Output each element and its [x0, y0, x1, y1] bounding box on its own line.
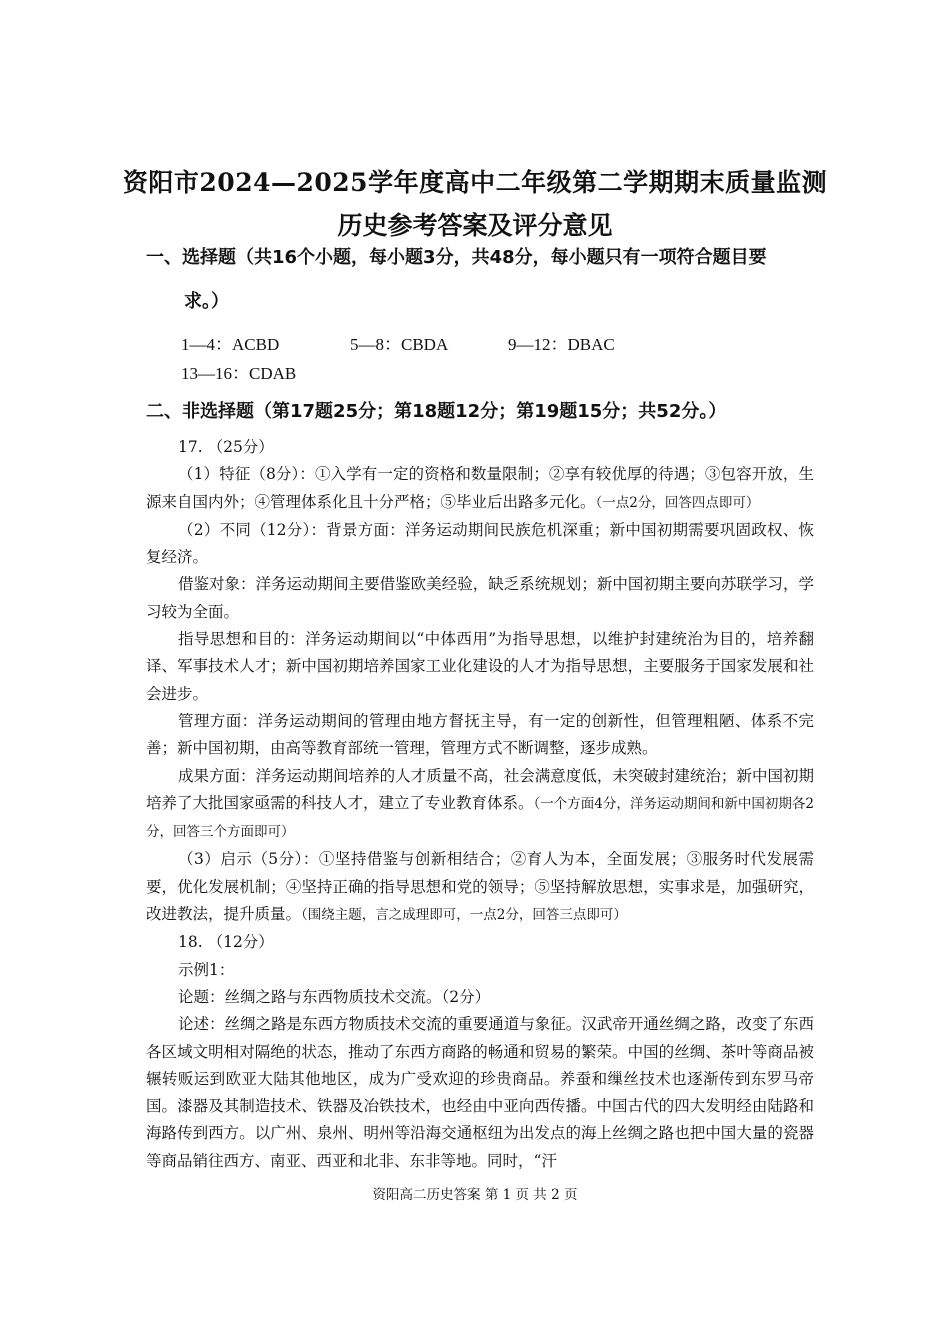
q17-part2-result-text: 成果方面：洋务运动期间培养的人才质量不高，社会满意度低，未突破封建统治；新中国初期培养了大批国家亟需的科技人才，建立了专业教育体系。	[146, 766, 814, 812]
answer-group-1: 1—4：ACBD	[181, 335, 280, 354]
q17-part1	[146, 461, 814, 517]
q17-part3-note: （围绕主题，言之成理即可，一点2分，回答三点即可）	[301, 907, 627, 924]
q17-part2: （2）不同（12分）：背景方面：洋务运动期间民族危机深重；新中国初期需要巩固政权、恢复经济。	[146, 520, 814, 567]
document-subtitle: 历史参考答案及评分意见	[337, 211, 613, 240]
q18-topic: 论题：丝绸之路与东西物质技术交流。（2分）	[178, 987, 491, 1006]
answer-body	[146, 434, 814, 1175]
q18-header: 18. （12分）	[178, 933, 274, 952]
q17-part2-guide: 指导思想和目的：洋务运动期间以“中体西用”为指导思想，以维护封建统治为目的，培养翻译、军事技术人才；新中国初期培养国家工业化建设的人才为指导思想，主要服务于国家发展和社会进步。	[146, 630, 814, 703]
answer-group-2: 5—8：CBDA	[350, 335, 449, 354]
q18-example: 示例1：	[178, 960, 235, 979]
section1-heading-cont: 求。）	[184, 291, 229, 312]
q17-part3	[146, 846, 814, 929]
q17-part3-text: （3）启示（5分）：①坚持借鉴与创新相结合；②育人为本，全面发展；③服务时代发展需要，优化发展机制；④坚持正确的指导思想和党的领导；⑤坚持解放思想，实事求是，加强研究，改进教法，提升质量。	[146, 850, 814, 924]
page-footer: 资阳高二历史答案 第 1 页 共 2 页	[372, 1187, 578, 1203]
section2-heading: 二、非选择题（第17题25分；第18题12分；第19题15分；共52分。）	[146, 401, 727, 422]
section1-heading: 一、选择题（共16个小题，每小题3分，共48分，每小题只有一项符合题目要	[146, 247, 767, 268]
q18-argument: 论述：丝绸之路是东西方物质技术交流的重要通道与象征。汉武帝开通丝绸之路，改变了东西各区域文明相对隔绝的状态，推动了东西方商路的畅通和贸易的繁荣。中国的丝绸、茶叶等商品被辗转贩运到欧亚大陆其他地区，成为广受欢迎的珍贵商品。养蚕和缫丝技术也逐渐传到东罗马帝国。漆器及其制造技术、铁器及冶铁技术，也经由中亚向西传播。中国古代的四大发明经由陆路和海路传到西方。以广州、泉州、明州等沿海交通枢纽为出发点的海上丝绸之路也把中国大量的瓷器等商品销往西方、南亚、西亚和北非、东非等地。同时，“汗	[146, 1015, 814, 1170]
q17-header: 17. （25分）	[178, 438, 274, 456]
q17-part2-note: （一个方面4分，洋务运动期间和新中国初期各2分，回答三个方面即可）	[146, 795, 814, 841]
q17-part2-result	[146, 763, 814, 847]
answer-group-3: 9—12：DBAC	[508, 335, 615, 354]
q17-part2-manage: 管理方面：洋务运动期间的管理由地方督抚主导，有一定的创新性，但管理粗陋、体系不完善；新中国初期，由高等教育部统一管理，管理方式不断调整，逐步成熟。	[146, 711, 814, 758]
answer-group-4: 13—16：CDAB	[181, 364, 297, 383]
q17-part2-ref: 借鉴对象：洋务运动期间主要借鉴欧美经验，缺乏系统规划；新中国初期主要向苏联学习，学习较为全面。	[146, 575, 814, 621]
document-title: 资阳市2024—2025学年度高中二年级第二学期期末质量监测	[122, 168, 828, 197]
q17-part1-note: （一点2分，回答四点即可）	[595, 494, 760, 511]
q17-part1-text: （1）特征（8分）：①入学有一定的资格和数量限制；②享有较优厚的待遇；③包容开放，生源来自国内外；④管理体系化且十分严格；⑤毕业后出路多元化。	[146, 465, 814, 511]
